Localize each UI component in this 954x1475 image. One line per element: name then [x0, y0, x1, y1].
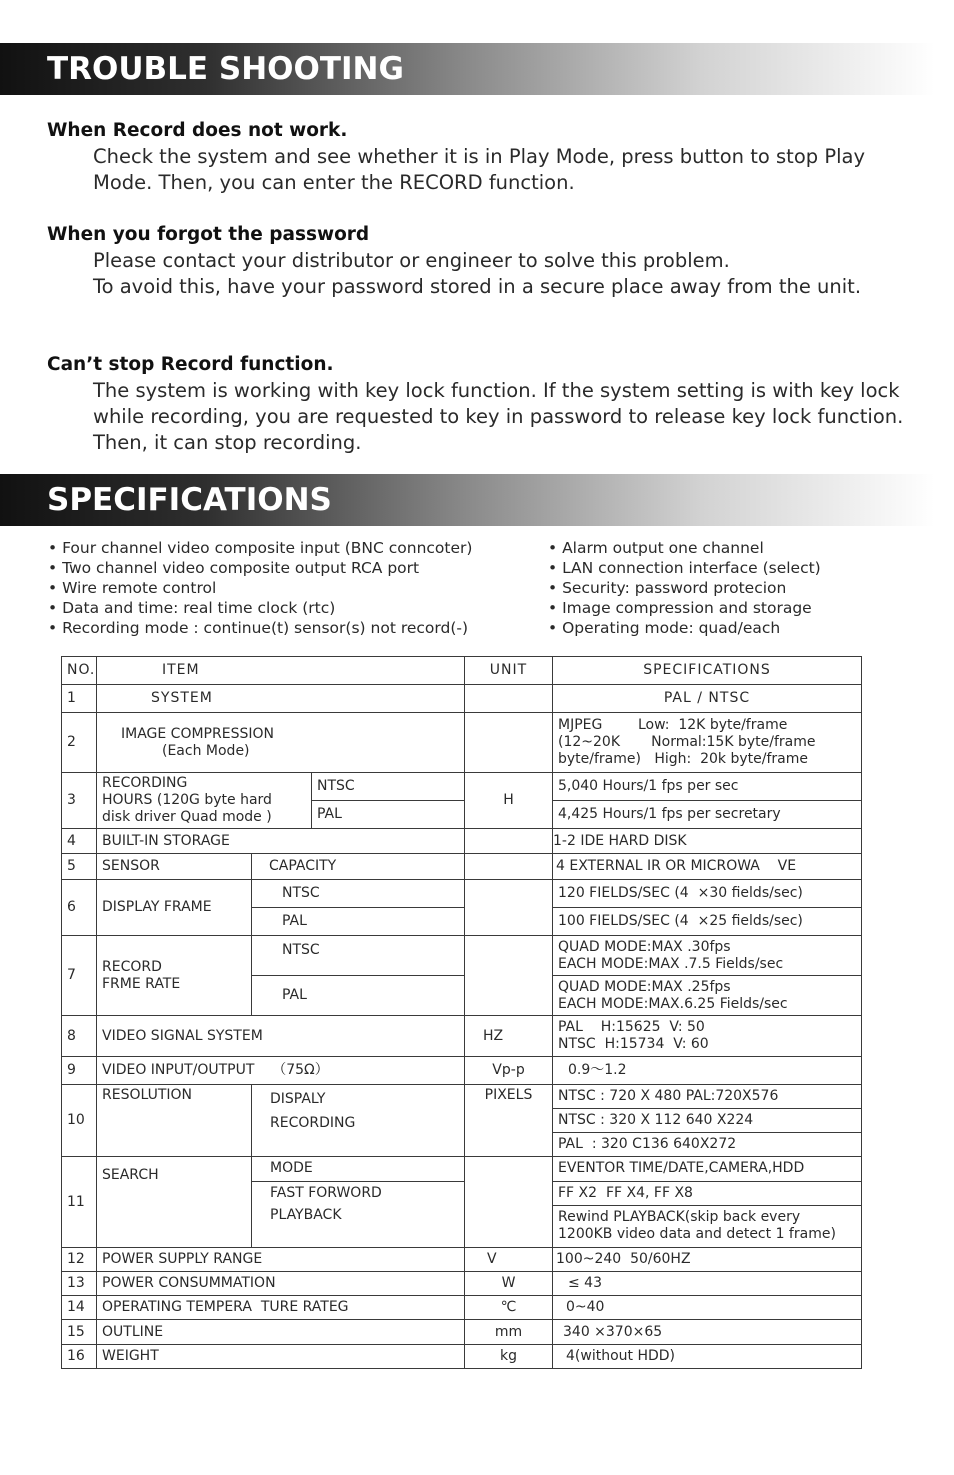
- row-unit: [465, 829, 553, 854]
- spec-bullet: • Two channel video composite output RCA port: [48, 559, 420, 577]
- table-row: [62, 879, 862, 907]
- table-row: [62, 1247, 862, 1271]
- row-spec: [553, 1016, 862, 1056]
- row-no: 2: [62, 713, 97, 772]
- spec-bullet: • Recording mode : continue(t) sensor(s) not record(-): [48, 619, 469, 637]
- spec-bullet: • Data and time: real time clock (rtc): [48, 599, 336, 617]
- header-unit: UNIT: [465, 657, 553, 685]
- row-item: BUILT-IN STORAGE: [97, 829, 465, 854]
- item-line: RECORDING: [102, 774, 188, 791]
- spec-line: PAL H:15625 V: 50: [558, 1019, 705, 1036]
- header-spec: SPECIFICATIONS: [553, 657, 862, 685]
- table-row: [62, 1016, 862, 1056]
- row-sub: PLAYBACK: [252, 1205, 465, 1247]
- row-spec: 1-2 IDE HARD DISK: [553, 829, 862, 854]
- row-no: 16: [62, 1344, 97, 1368]
- row-unit: H: [465, 772, 553, 828]
- row-spec: 4,425 Hours/1 fps per secretary: [553, 800, 862, 828]
- row-unit: W: [465, 1272, 553, 1296]
- ts-item-password: [47, 222, 907, 300]
- header-item: ITEM: [97, 657, 465, 685]
- row-sub: PAL: [312, 800, 465, 828]
- row-spec: NTSC : 720 X 480 PAL:720X576: [553, 1084, 862, 1108]
- row-sub: PAL: [252, 976, 465, 1016]
- row-item: OPERATING TEMPERA TURE RATEG: [97, 1296, 465, 1320]
- row-no: 12: [62, 1247, 97, 1271]
- row-item: [97, 772, 312, 828]
- trouble-shooting-heading: TROUBLE SHOOTING: [47, 51, 404, 87]
- row-unit: mm: [465, 1320, 553, 1344]
- spec-bullet: • Operating mode: quad/each: [548, 619, 781, 637]
- row-item: WEIGHT: [97, 1344, 465, 1368]
- specifications-banner: [0, 474, 935, 526]
- spec-line: NTSC H:15734 V: 60: [558, 1036, 709, 1053]
- table-row: [62, 772, 862, 800]
- ts-paragraph: Check the system and see whether it is in Play Mode, press button to stop Play Mode. Then, you can enter the RECORD function.: [93, 145, 865, 194]
- ts-body: [47, 144, 907, 196]
- item-line: disk driver Quad mode ): [102, 808, 272, 825]
- row-sub: CAPACITY: [252, 854, 465, 879]
- spec-bullet: • Four channel video composite input (BNC conncoter): [48, 539, 473, 557]
- row-spec: 0~40: [553, 1296, 862, 1320]
- table-row: [62, 1056, 862, 1084]
- spec-line: 1200KB video data and detect 1 frame): [558, 1226, 836, 1243]
- spec-bullet: • Security: password protecion: [548, 579, 787, 597]
- row-unit: [465, 854, 553, 879]
- row-unit: kg: [465, 1344, 553, 1368]
- table-row: [62, 1272, 862, 1296]
- row-unit: [465, 879, 553, 935]
- ts-body: [47, 378, 907, 456]
- row-unit: HZ: [465, 1016, 553, 1056]
- ts-title: When Record does not work.: [47, 120, 348, 141]
- row-spec: [553, 935, 862, 975]
- item-line: FRME RATE: [102, 975, 181, 992]
- row-spec: 100~240 50/60HZ: [553, 1247, 862, 1271]
- row-unit: ℃: [465, 1296, 553, 1320]
- row-item: OUTLINE: [97, 1320, 465, 1344]
- spec-line: EACH MODE:MAX.6.25 Fields/sec: [558, 995, 788, 1012]
- row-item: SENSOR: [97, 854, 252, 879]
- row-spec: PAL : 320 C136 640X272: [553, 1133, 862, 1157]
- row-item: DISPLAY FRAME: [97, 879, 252, 935]
- sub-line: RECORDING: [270, 1114, 356, 1131]
- table-row: [62, 935, 862, 975]
- item-line: HOURS (120G byte hard: [102, 791, 272, 808]
- table-row: [62, 1296, 862, 1320]
- row-item: VIDEO SIGNAL SYSTEM: [97, 1016, 465, 1056]
- ts-item-stop-record: [47, 352, 907, 456]
- ts-paragraph: To avoid this, have your password stored in a secure place away from the unit.: [93, 275, 862, 298]
- row-no: 13: [62, 1272, 97, 1296]
- row-no: 6: [62, 879, 97, 935]
- row-no: 4: [62, 829, 97, 854]
- row-item: RESOLUTION: [97, 1084, 252, 1156]
- ts-item-record: [47, 118, 907, 196]
- spec-bullet: • Image compression and storage: [548, 599, 812, 617]
- row-no: 7: [62, 935, 97, 1016]
- spec-bullets-left: [48, 538, 472, 638]
- specifications-table: [61, 656, 862, 1369]
- spec-line: MJPEG Low: 12K byte/frame: [558, 717, 788, 734]
- row-unit: [465, 935, 553, 1016]
- spec-line: QUAD MODE:MAX .25fps: [558, 978, 731, 995]
- spec-bullets-right: [548, 538, 821, 638]
- item-line: IMAGE COMPRESSION: [121, 725, 274, 742]
- row-spec: 4 EXTERNAL IR OR MICROWA VE: [553, 854, 862, 879]
- ts-paragraph: Please contact your distributor or engineer to solve this problem.: [93, 249, 730, 272]
- specifications-heading: SPECIFICATIONS: [47, 482, 332, 518]
- ts-body: [47, 248, 907, 300]
- row-no: 9: [62, 1056, 97, 1084]
- row-item: [97, 935, 252, 1016]
- row-item: SYSTEM: [97, 685, 465, 713]
- row-spec: ≤ 43: [553, 1272, 862, 1296]
- row-no: 8: [62, 1016, 97, 1056]
- row-spec: 0.9～1.2: [553, 1056, 862, 1084]
- row-sub: NTSC: [252, 935, 465, 975]
- table-row: [62, 1084, 862, 1108]
- row-spec: PAL / NTSC: [553, 685, 862, 713]
- row-unit: [465, 713, 553, 772]
- header-no: NO.: [62, 657, 97, 685]
- table-row: [62, 829, 862, 854]
- table-row: [62, 1157, 862, 1181]
- spec-bullet: • LAN connection interface (select): [548, 559, 821, 577]
- row-unit: [465, 1157, 553, 1248]
- row-no: 10: [62, 1084, 97, 1156]
- row-spec: [553, 713, 862, 772]
- row-spec: 5,040 Hours/1 fps per sec: [553, 772, 862, 800]
- row-no: 5: [62, 854, 97, 879]
- spec-line: byte/frame) High: 20k byte/frame: [558, 751, 808, 768]
- row-unit: PIXELS: [465, 1084, 553, 1156]
- table-header-row: [62, 657, 862, 685]
- row-sub: NTSC: [312, 772, 465, 800]
- row-item: [97, 713, 465, 772]
- row-sub: MODE: [252, 1157, 465, 1181]
- item-line: RECORD: [102, 958, 162, 975]
- spec-line: Rewind PLAYBACK(skip back every: [558, 1209, 801, 1226]
- ts-title: Can’t stop Record function.: [47, 354, 334, 375]
- ts-paragraph: The system is working with key lock function. If the system setting is with key lock while recording, you are requested to key in password to release key lock function. Then, it can stop recording.: [93, 379, 904, 454]
- table-row: [62, 685, 862, 713]
- spec-line: EACH MODE:MAX .7.5 Fields/sec: [558, 955, 784, 972]
- row-no: 15: [62, 1320, 97, 1344]
- row-spec: 340 ×370×65: [553, 1320, 862, 1344]
- spec-bullet: • Alarm output one channel: [548, 539, 764, 557]
- row-no: 14: [62, 1296, 97, 1320]
- row-spec: [553, 1205, 862, 1247]
- spec-line: (12~20K Normal:15K byte/frame: [558, 734, 816, 751]
- row-no: 11: [62, 1157, 97, 1248]
- trouble-shooting-banner: [0, 43, 935, 95]
- row-no: 3: [62, 772, 97, 828]
- row-item: VIDEO INPUT/OUTPUT （75Ω）: [97, 1056, 465, 1084]
- row-sub: PAL: [252, 907, 465, 935]
- sub-line: DISPALY: [270, 1090, 326, 1107]
- row-item: SEARCH: [97, 1157, 252, 1248]
- table-row: [62, 1320, 862, 1344]
- row-unit: Vp-p: [465, 1056, 553, 1084]
- row-unit: [465, 685, 553, 713]
- row-spec: 100 FIELDS/SEC (4 ×25 fields/sec): [553, 907, 862, 935]
- row-spec: [553, 976, 862, 1016]
- row-sub: NTSC: [252, 879, 465, 907]
- spec-bullet: • Wire remote control: [48, 579, 217, 597]
- row-sub: [252, 1084, 465, 1156]
- table-row: [62, 1344, 862, 1368]
- row-no: 1: [62, 685, 97, 713]
- row-sub: FAST FORWORD: [252, 1181, 465, 1205]
- table-row: [62, 713, 862, 772]
- row-item: POWER SUPPLY RANGE: [97, 1247, 465, 1271]
- row-spec: EVENTOR TIME/DATE,CAMERA,HDD: [553, 1157, 862, 1181]
- row-spec: 120 FIELDS/SEC (4 ×30 fields/sec): [553, 879, 862, 907]
- row-unit: V: [465, 1247, 553, 1271]
- row-spec: 4(without HDD): [553, 1344, 862, 1368]
- spec-line: QUAD MODE:MAX .30fps: [558, 938, 731, 955]
- table-row: [62, 854, 862, 879]
- ts-title: When you forgot the password: [47, 224, 370, 245]
- row-spec: FF X2 FF X4, FF X8: [553, 1181, 862, 1205]
- row-spec: NTSC : 320 X 112 640 X224: [553, 1109, 862, 1133]
- row-item: POWER CONSUMMATION: [97, 1272, 465, 1296]
- item-line: (Each Mode): [162, 742, 250, 759]
